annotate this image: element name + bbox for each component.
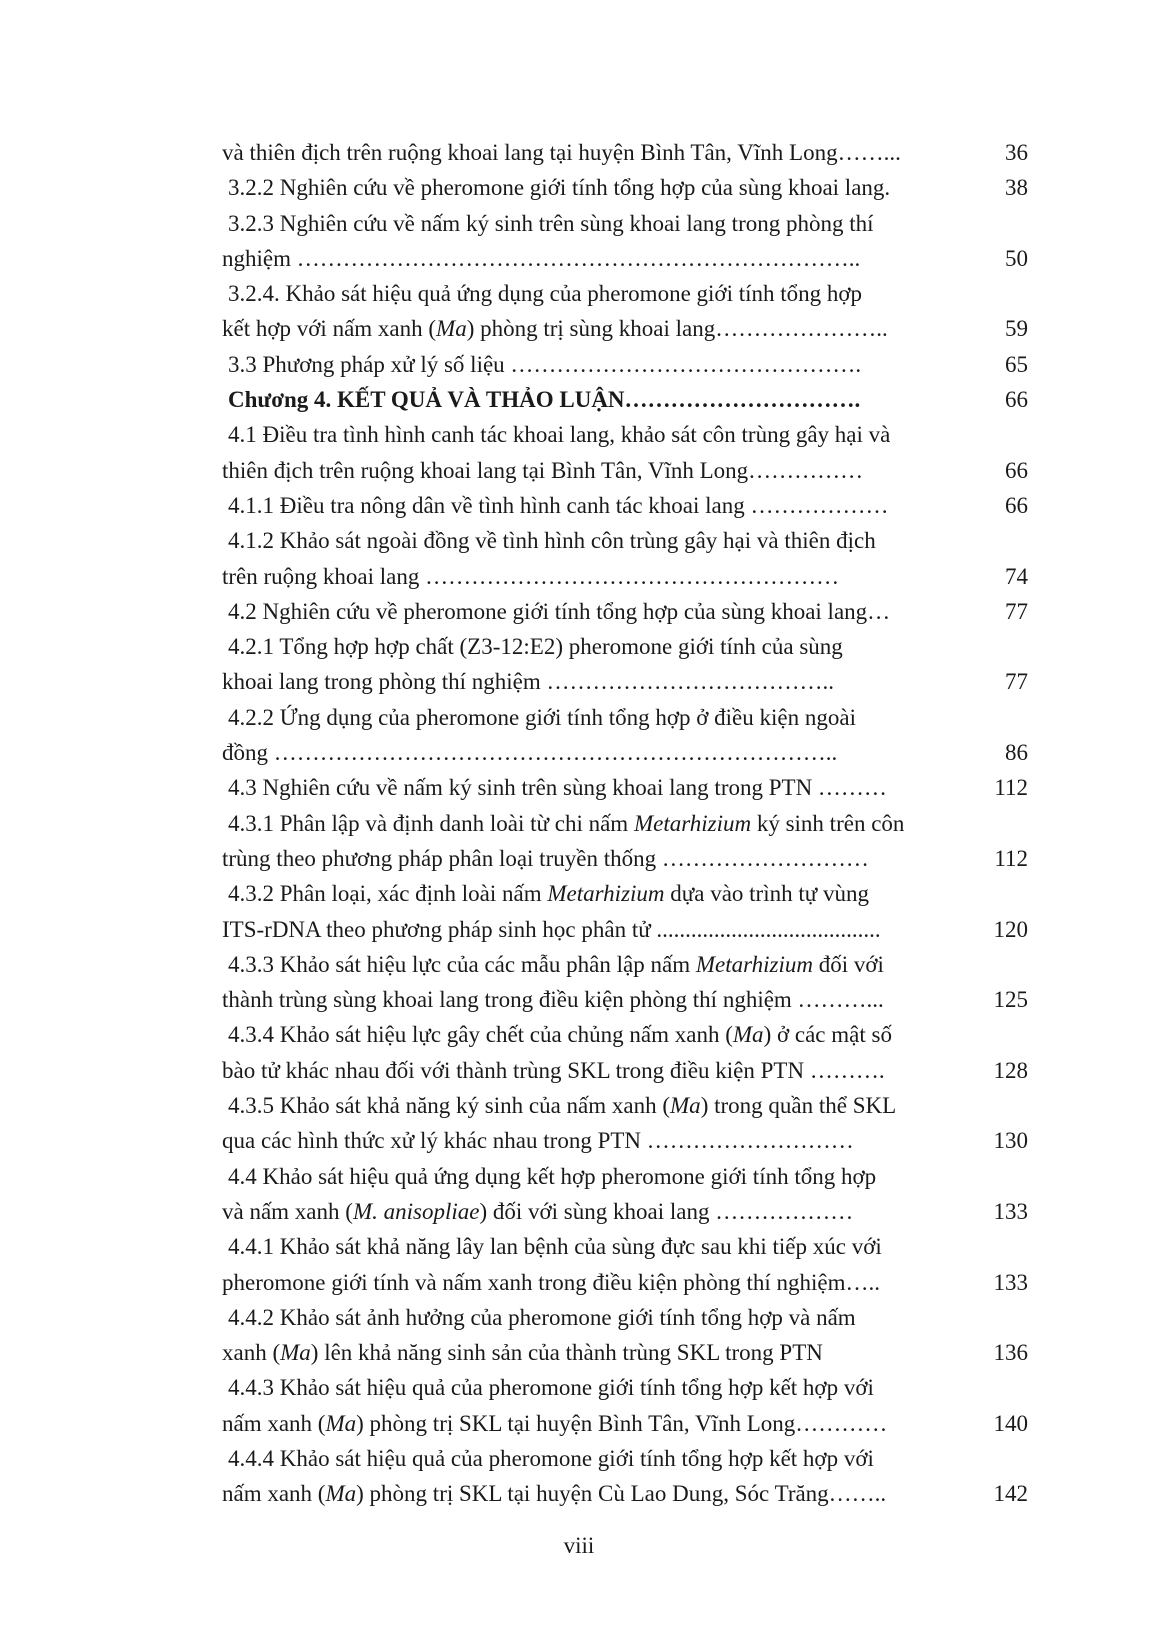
toc-entry-line <box>222 1476 1028 1511</box>
toc-entry-text: 4.4.2 Khảo sát ảnh hưởng của pheromone giới tính tổng hợp và nấm <box>228 1304 856 1330</box>
toc-entry-text: pheromone giới tính và nấm xanh trong điều kiện phòng thí nghiệm….. <box>222 1269 880 1295</box>
toc-entry <box>222 594 1028 629</box>
toc-entry <box>222 206 1028 277</box>
toc-entry-text: ITS-rDNA theo phương pháp sinh học phân tử ....................................... <box>222 916 881 942</box>
toc-entry-text: ) lên khả năng sinh sản của thành trùng SKL trong PTN <box>310 1340 823 1366</box>
toc-entry-text: 4.4 Khảo sát hiệu quả ứng dụng kết hợp pheromone giới tính tổng hợp <box>228 1163 877 1189</box>
toc-entry-line <box>222 1123 1028 1158</box>
toc-entry-text: Chương 4. KẾT QUẢ VÀ THẢO LUẬN…………………………. <box>228 387 861 413</box>
toc-entry-text: 4.2.2 Ứng dụng của pheromone giới tính tổng hợp ở điều kiện ngoài <box>228 704 856 730</box>
toc-entry <box>222 417 1028 488</box>
toc-entry-line <box>222 1088 1028 1123</box>
toc-entry-italic-text: Ma <box>732 1022 764 1048</box>
toc-entry <box>222 488 1028 523</box>
toc-entry <box>222 523 1028 594</box>
toc-entry-line <box>222 1406 1028 1441</box>
toc-entry-line <box>222 1194 1028 1229</box>
toc-page-number: 125 <box>993 987 1028 1013</box>
toc-page-number: 120 <box>993 916 1028 942</box>
toc-entry-line <box>222 453 1028 488</box>
toc-entry <box>222 170 1028 205</box>
toc-entry-line <box>222 559 1028 594</box>
toc-page-number: 59 <box>1005 316 1028 342</box>
toc-entry <box>222 1159 1028 1230</box>
toc-page-number: 65 <box>1005 351 1028 377</box>
toc-page-number: 128 <box>993 1057 1028 1083</box>
toc-page-number: 130 <box>993 1128 1028 1154</box>
toc-entry-italic-text: Metarhizium <box>633 810 752 836</box>
toc-entry-text: 4.3.5 Khảo sát khả năng ký sinh của nấm xanh ( <box>228 1093 671 1119</box>
toc-page-number: 112 <box>994 845 1028 871</box>
toc-entry-text: 4.3 Nghiên cứu về nấm ký sinh trên sùng khoai lang trong PTN ……… <box>228 775 887 801</box>
toc-entry-italic-text: Ma <box>436 316 467 342</box>
toc-entry-text: 3.2.3 Nghiên cứu về nấm ký sinh trên sùng khoai lang trong phòng thí <box>228 210 874 236</box>
toc-entry <box>222 947 1028 1018</box>
toc-entry-text: 4.2.1 Tổng hợp hợp chất (Z3-12:E2) pheromone giới tính của sùng <box>228 634 843 660</box>
table-of-contents <box>222 135 1028 1512</box>
toc-entry <box>222 1229 1028 1300</box>
toc-entry-line <box>222 735 1028 770</box>
toc-page-number: 136 <box>993 1340 1028 1366</box>
toc-entry-text: 4.3.4 Khảo sát hiệu lực gây chết của chủng nấm xanh ( <box>228 1022 733 1048</box>
toc-entry-line <box>222 206 1028 241</box>
toc-entry-text: khoai lang trong phòng thí nghiệm ……………………………….. <box>222 669 835 695</box>
toc-entry-line <box>222 311 1028 346</box>
toc-entry-line <box>222 170 1028 205</box>
toc-entry <box>222 135 1028 170</box>
toc-entry <box>222 770 1028 805</box>
toc-entry-text: thiên địch trên ruộng khoai lang tại Bình Tân, Vĩnh Long…………… <box>222 457 864 483</box>
toc-entry-text: ) trong quần thể SKL <box>700 1093 897 1119</box>
toc-entry-text: nấm xanh ( <box>222 1481 326 1507</box>
toc-entry-italic-text: Ma <box>325 1481 357 1507</box>
toc-page-number: 77 <box>1005 669 1028 695</box>
toc-entry-line <box>222 1159 1028 1194</box>
toc-page-number: 133 <box>993 1198 1028 1224</box>
toc-entry-text: trùng theo phương pháp phân loại truyền thống ……………………… <box>222 845 869 871</box>
toc-entry <box>222 276 1028 347</box>
toc-entry-line <box>222 135 1028 170</box>
toc-entry-text: kết hợp với nấm xanh ( <box>222 316 437 342</box>
toc-entry <box>222 629 1028 700</box>
toc-entry-text: 3.2.2 Nghiên cứu về pheromone giới tính tổng hợp của sùng khoai lang. <box>228 175 891 201</box>
toc-page-number: 36 <box>1005 140 1028 165</box>
toc-entry-line <box>222 347 1028 382</box>
toc-entry-text: thành trùng sùng khoai lang trong điều kiện phòng thí nghiệm ………... <box>222 987 884 1013</box>
toc-entry-line <box>222 947 1028 982</box>
toc-entry-line <box>222 1053 1028 1088</box>
toc-entry-text: nấm xanh ( <box>222 1410 326 1436</box>
toc-entry-text: 4.4.4 Khảo sát hiệu quả của pheromone giới tính tổng hợp kết hợp với <box>228 1445 874 1471</box>
toc-page-number: 66 <box>1005 492 1028 518</box>
toc-entry-text: dựa vào trình tự vùng <box>664 881 869 907</box>
toc-entry-line <box>222 594 1028 629</box>
toc-entry-line <box>222 841 1028 876</box>
toc-entry-text: ) phòng trị sùng khoai lang………………….. <box>466 316 888 342</box>
toc-entry <box>222 876 1028 947</box>
toc-entry-text: trên ruộng khoai lang ……………………………………………… <box>222 563 840 589</box>
toc-entry-line <box>222 1441 1028 1476</box>
toc-entry-text: 4.3.1 Phân lập và định danh loài từ chi nấm <box>228 810 634 836</box>
toc-entry-text: và nấm xanh ( <box>222 1198 353 1224</box>
toc-page-number: 74 <box>1005 563 1028 589</box>
toc-entry <box>222 806 1028 877</box>
toc-entry <box>222 1088 1028 1159</box>
toc-page-number: 140 <box>993 1410 1028 1436</box>
toc-entry <box>222 1370 1028 1441</box>
toc-page-number: 38 <box>1005 175 1028 201</box>
toc-entry-line <box>222 982 1028 1017</box>
toc-entry <box>222 347 1028 382</box>
toc-entry-line <box>222 1229 1028 1264</box>
toc-entry-italic-text: Ma <box>325 1410 357 1436</box>
toc-page-number: 66 <box>1005 457 1028 483</box>
toc-entry-line <box>222 629 1028 664</box>
toc-entry-text: 4.3.2 Phân loại, xác định loài nấm <box>228 881 548 907</box>
toc-entry-line <box>222 1265 1028 1300</box>
toc-page-number: 142 <box>993 1481 1028 1507</box>
toc-entry-line <box>222 1017 1028 1052</box>
toc-entry-text: qua các hình thức xử lý khác nhau trong PTN ……………………… <box>222 1128 854 1154</box>
toc-entry-text: 4.1.2 Khảo sát ngoài đồng về tình hình côn trùng gây hại và thiên địch <box>228 528 876 554</box>
toc-entry <box>222 1017 1028 1088</box>
toc-entry <box>222 700 1028 771</box>
toc-entry-line <box>222 806 1028 841</box>
toc-entry-italic-text: M. anisopliae <box>352 1198 480 1224</box>
toc-entry-line <box>222 382 1028 417</box>
toc-entry-text: bào tử khác nhau đối với thành trùng SKL trong điều kiện PTN ………. <box>222 1057 885 1083</box>
toc-entry-line <box>222 417 1028 452</box>
toc-entry-text: 4.3.3 Khảo sát hiệu lực của các mẫu phân lập nấm <box>228 951 696 977</box>
toc-page-number: 77 <box>1005 598 1028 624</box>
toc-page-number: 133 <box>993 1269 1028 1295</box>
toc-entry-text: đồng ……………………………………………………………….. <box>222 740 838 766</box>
toc-entry-text: đối với <box>812 951 884 977</box>
toc-entry-text: 4.4.3 Khảo sát hiệu quả của pheromone giới tính tổng hợp kết hợp với <box>228 1375 874 1401</box>
toc-page-number: 112 <box>994 775 1028 801</box>
toc-page-number: 50 <box>1005 245 1028 271</box>
toc-entry-line <box>222 664 1028 699</box>
toc-entry-text: 4.1 Điều tra tình hình canh tác khoai lang, khảo sát côn trùng gây hại và <box>228 422 891 448</box>
toc-entry-text: 4.1.1 Điều tra nông dân về tình hình canh tác khoai lang ……………… <box>228 492 889 518</box>
toc-entry-line <box>222 770 1028 805</box>
toc-entry-italic-text: Metarhizium <box>695 951 813 977</box>
toc-entry-text: 3.3 Phương pháp xử lý số liệu ………………………………………. <box>228 351 862 377</box>
toc-page-number: 86 <box>1005 740 1028 766</box>
toc-entry-text: 4.4.1 Khảo sát khả năng lây lan bệnh của sùng đực sau khi tiếp xúc với <box>228 1234 882 1260</box>
toc-entry-text: ký sinh trên côn <box>751 810 905 836</box>
toc-entry-italic-text: Metarhizium <box>547 881 665 907</box>
toc-entry-text: ) phòng trị SKL tại huyện Cù Lao Dung, Sóc Trăng…….. <box>356 1481 887 1507</box>
toc-entry-line <box>222 276 1028 311</box>
toc-entry-line <box>222 488 1028 523</box>
toc-entry-italic-text: Ma <box>670 1093 701 1119</box>
toc-entry-line <box>222 523 1028 558</box>
toc-entry-text: 3.2.4. Khảo sát hiệu quả ứng dụng của pheromone giới tính tổng hợp <box>228 281 863 307</box>
toc-entry-text: ) đối với sùng khoai lang ……………… <box>479 1198 854 1224</box>
toc-entry-line <box>222 1300 1028 1335</box>
toc-entry-text: ) ở các mật số <box>763 1022 892 1048</box>
toc-entry-text: nghiệm ……………………………………………………………….. <box>222 245 861 271</box>
toc-entry <box>222 1300 1028 1371</box>
toc-entry-line <box>222 241 1028 276</box>
toc-entry <box>222 1441 1028 1512</box>
toc-page-number: 66 <box>1005 387 1028 413</box>
toc-entry-line <box>222 1370 1028 1405</box>
toc-entry-line <box>222 1335 1028 1370</box>
toc-entry-line <box>222 876 1028 911</box>
toc-entry-line <box>222 912 1028 947</box>
toc-entry-line <box>222 700 1028 735</box>
toc-entry-text: 4.2 Nghiên cứu về pheromone giới tính tổng hợp của sùng khoai lang… <box>228 598 891 624</box>
toc-entry-text: và thiên địch trên ruộng khoai lang tại huyện Bình Tân, Vĩnh Long……... <box>222 140 901 165</box>
toc-entry-text: ) phòng trị SKL tại huyện Bình Tân, Vĩnh Long………… <box>356 1410 888 1436</box>
toc-entry-italic-text: Ma <box>280 1340 311 1366</box>
toc-entry-text: xanh ( <box>222 1340 281 1366</box>
toc-chapter-heading <box>222 382 1028 417</box>
page-number-footer: viii <box>563 1533 595 1558</box>
